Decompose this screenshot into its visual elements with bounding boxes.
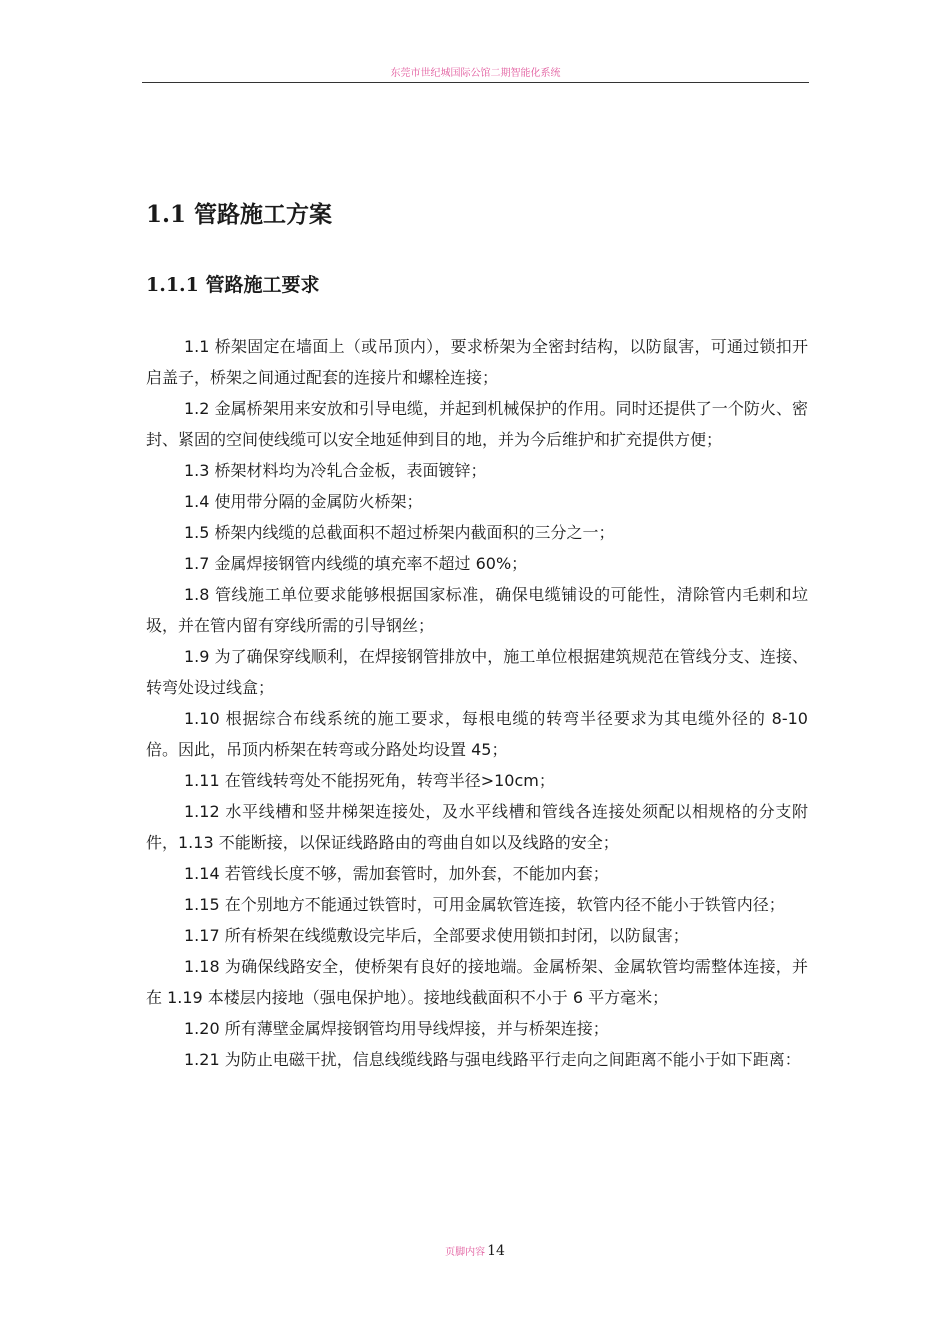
paragraph: 1.21 为防止电磁干扰，信息线缆线路与强电线路平行走向之间距离不能小于如下距离： [184,1050,801,1069]
paragraph: 1.5 桥架内线缆的总截面积不超过桥架内截面积的三分之一； [184,523,615,542]
page-number: 14 [487,1243,505,1259]
paragraph: 1.10 根据综合布线系统的施工要求，每根电缆的转弯半径要求为其电缆外径的 8-10 倍。因此，吊顶内桥架在转弯或分路处均设置 45； [146,709,808,759]
paragraph: 1.11 在管线转弯处不能拐死角，转弯半径>10cm； [184,771,555,790]
paragraph: 1.4 使用带分隔的金属防火桥架； [184,492,423,511]
paragraph: 1.3 桥架材料均为冷轧合金板，表面镀锌； [184,461,487,480]
paragraph: 1.18 为确保线路安全，使桥架有良好的接地端。金属桥架、金属软管均需整体连接，并在 1.19 本楼层内接地（强电保护地）。接地线截面积不小于 6 平方毫米； [146,957,808,1007]
footer-label: 页脚内容 [445,1247,486,1258]
page-footer [0,1240,950,1259]
subsection-heading: 1.1.1 管路施工要求 [146,274,320,296]
paragraph: 1.7 金属焊接钢管内线缆的填充率不超过 60%； [184,554,528,573]
section-heading: 1.1 管路施工方案 [146,201,333,228]
paragraph: 1.12 水平线槽和竖井梯架连接处，及水平线槽和管线各连接处须配以相规格的分支附件，1.13 不能断接，以保证线路路由的弯曲自如以及线路的安全； [146,802,808,852]
paragraph: 1.9 为了确保穿线顺利，在焊接钢管排放中，施工单位根据建筑规范在管线分支、连接、转弯处设过线盒； [146,647,808,697]
paragraph: 1.15 在个别地方不能通过铁管时，可用金属软管连接，软管内径不能小于铁管内径； [184,895,785,914]
paragraph: 1.8 管线施工单位要求能够根据国家标准，确保电缆铺设的可能性，清除管内毛刺和垃圾，并在管内留有穿线所需的引导钢丝； [146,585,808,635]
paragraph: 1.1 桥架固定在墙面上（或吊顶内），要求桥架为全密封结构，以防鼠害，可通过锁扣开启盖子，桥架之间通过配套的连接片和螺栓连接； [146,337,808,387]
paragraph: 1.17 所有桥架在线缆敷设完毕后，全部要求使用锁扣封闭，以防鼠害； [184,926,689,945]
paragraph: 1.14 若管线长度不够，需加套管时，加外套，不能加内套； [184,864,609,883]
paragraph: 1.20 所有薄壁金属焊接钢管均用导线焊接，并与桥架连接； [184,1019,609,1038]
body-content [146,331,808,1075]
header-divider [142,82,809,83]
paragraph: 1.2 金属桥架用来安放和引导电缆，并起到机械保护的作用。同时还提供了一个防火、密封、紧固的空间使线缆可以安全地延伸到目的地，并为今后维护和扩充提供方便； [146,399,808,449]
page-header-title: 东莞市世纪城国际公馆二期智能化系统 [390,68,561,79]
